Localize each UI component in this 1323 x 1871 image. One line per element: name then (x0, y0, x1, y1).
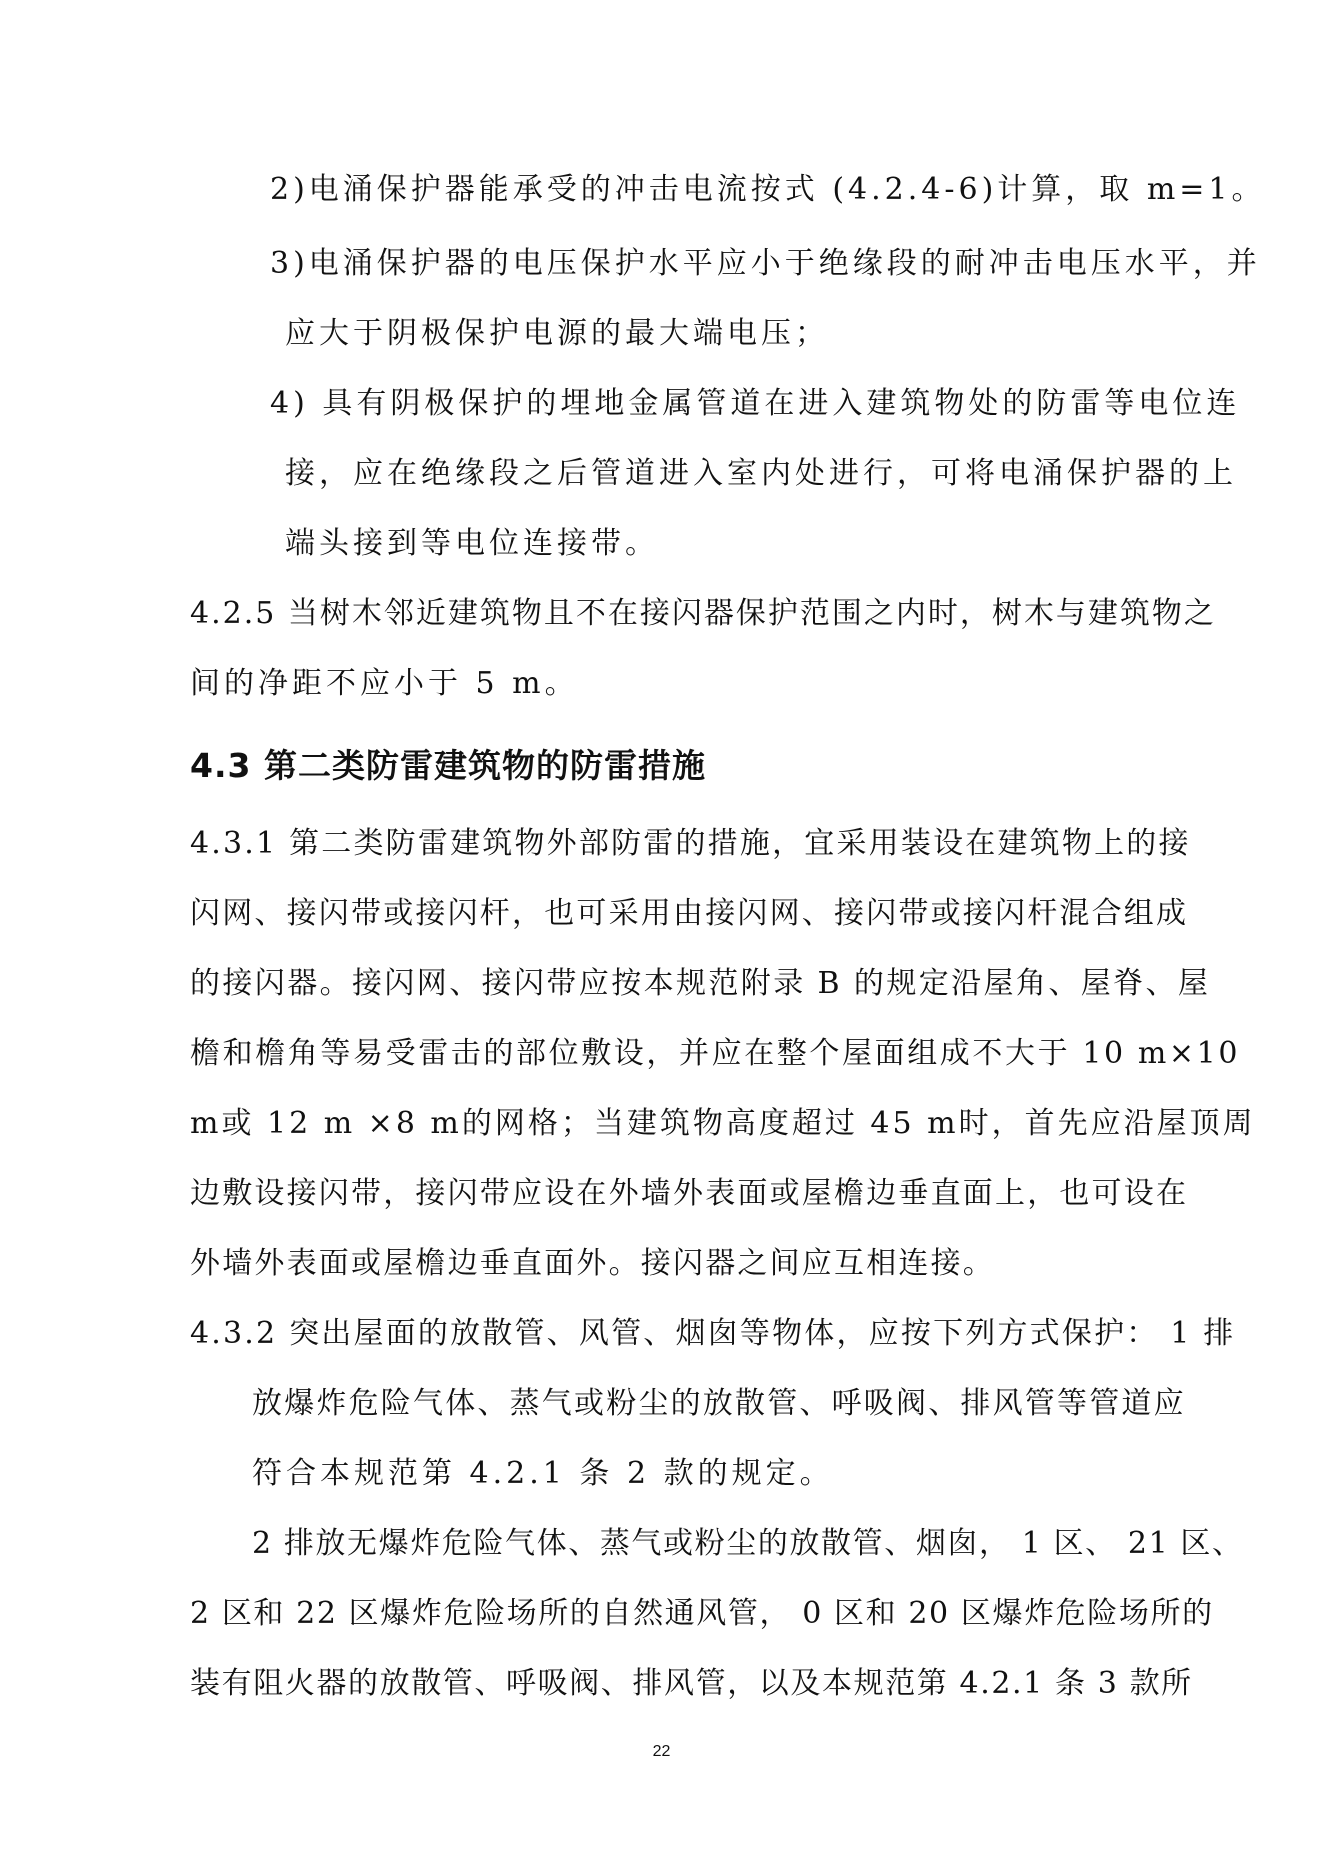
item-2-line-1: 2)电涌保护器能承受的冲击电流按式 (4.2.4-6)计算，取 m=1。 (270, 172, 1266, 207)
section-heading: 4.3 第二类防雷建筑物的防雷措施 (190, 746, 706, 785)
clause-4-3-1-line-5: m或 12 m ×8 m的网格；当建筑物高度超过 45 m时，首先应沿屋顶周 (190, 1106, 1256, 1141)
clause-4-3-1-line-1: 4.3.1 第二类防雷建筑物外部防雷的措施，宜采用装设在建筑物上的接 (190, 826, 1191, 861)
clause-4-3-1-line-7: 外墙外表面或屋檐边垂直面外。接闪器之间应互相连接。 (190, 1246, 995, 1281)
item-4-line-3: 端头接到等电位连接带。 (285, 526, 659, 561)
item-4-line-2: 接，应在绝缘段之后管道进入室内处进行，可将电涌保护器的上 (285, 456, 1237, 491)
item-4-line-1: 4) 具有阴极保护的埋地金属管道在进入建筑物处的防雷等电位连 (270, 386, 1241, 421)
item-2-paragraph-line-2: 2 区和 22 区爆炸危险场所的自然通风管， 0 区和 20 区爆炸危险场所的 (190, 1596, 1214, 1631)
page-number: 22 (652, 1743, 671, 1760)
item-2-paragraph-line-3: 装有阻火器的放散管、呼吸阀、排风管，以及本规范第 4.2.1 条 3 款所 (190, 1666, 1193, 1701)
clause-4-3-2-line-1: 4.3.2 突出屋面的放散管、风管、烟囱等物体，应按下列方式保护： 1 排 (190, 1316, 1236, 1351)
clause-4-3-1-line-4: 檐和檐角等易受雷击的部位敷设，并应在整个屋面组成不大于 10 m×10 (190, 1036, 1241, 1071)
clause-4-2-5-line-1: 4.2.5 当树木邻近建筑物且不在接闪器保护范围之内时，树木与建筑物之 (190, 596, 1216, 631)
clause-4-3-1-line-6: 边敷设接闪带，接闪带应设在外墙外表面或屋檐边垂直面上，也可设在 (190, 1176, 1189, 1211)
clause-4-3-2-line-2: 放爆炸危险气体、蒸气或粉尘的放散管、呼吸阀、排风管等管道应 (252, 1386, 1186, 1421)
clause-4-2-5-line-2: 间的净距不应小于 5 m。 (190, 666, 579, 701)
clause-4-3-1-line-2: 闪网、接闪带或接闪杆，也可采用由接闪网、接闪带或接闪杆混合组成 (190, 896, 1189, 931)
clause-4-3-1-line-3: 的接闪器。接闪网、接闪带应按本规范附录 B 的规定沿屋角、屋脊、屋 (190, 966, 1211, 1001)
item-3-line-2: 应大于阴极保护电源的最大端电压； (285, 316, 829, 351)
clause-4-3-2-line-3: 符合本规范第 4.2.1 条 2 款的规定。 (252, 1456, 834, 1491)
item-2-paragraph-line-1: 2 排放无爆炸危险气体、蒸气或粉尘的放散管、烟囱， 1 区、 21 区、 (252, 1526, 1244, 1561)
item-3-line-1: 3)电涌保护器的电压保护水平应小于绝缘段的耐冲击电压水平，并 (270, 246, 1261, 281)
